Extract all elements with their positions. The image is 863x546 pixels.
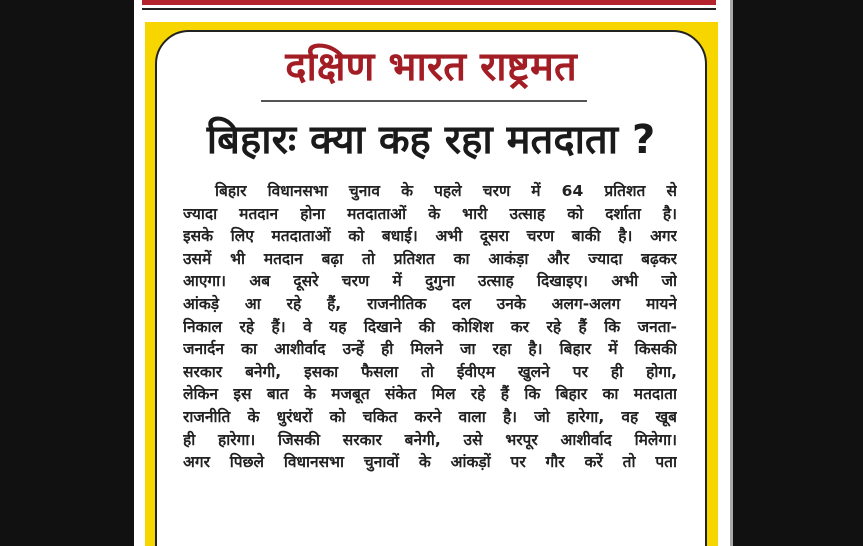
editorial-card <box>155 30 707 546</box>
article-line: लेकिन इस बात के मजबूत संकेत मिल रहे हैं कि बिहार का मतदाता <box>183 385 677 404</box>
masthead-underline <box>261 100 587 102</box>
article-line: राजनीति के धुरंधरों को चकित करने वाला है। जो हारेगा, वह खूब <box>183 407 677 426</box>
article-line: आएगा। अब दूसरे चरण में दुगुना उत्साह दिखाइए। अभी जो <box>183 272 677 291</box>
newspaper-page <box>134 0 733 546</box>
article-line: ज्यादा मतदान होना मतदाताओं के भारी उत्साह को दर्शाता है। <box>183 204 677 223</box>
article-headline: बिहारः क्या कह रहा मतदाता ? <box>206 117 656 163</box>
article-body <box>183 180 677 474</box>
article-line: बिहार विधानसभा चुनाव के पहले चरण में 64 प्रतिशत से <box>215 182 677 200</box>
article-line: इसके लिए मतदाताओं को बधाई। अभी दूसरा चरण बाकी है। अगर <box>183 227 677 246</box>
article-line: उसमें भी मतदान बढ़ा तो प्रतिशत का आकंड़ा और ज्यादा बढ़कर <box>183 249 677 268</box>
article-line: निकाल रहे हैं। वे यह दिखाने की कोशिश कर रहे हैं कि जनता- <box>183 317 677 336</box>
article-line: ही हारेगा। जिसकी सरकार बनेगी, उसे भरपूर आशीर्वाद मिलेगा। <box>183 430 677 449</box>
editorial-frame <box>145 22 718 546</box>
top-black-rule <box>142 8 716 10</box>
article-line: आंकड़े आ रहे हैं, राजनीतिक दल उनके अलग-अलग मायने <box>183 294 677 313</box>
article-line: सरकार बनेगी, इसका फैसला तो ईवीएम खुलने पर ही होगा, <box>183 362 677 381</box>
article-line: अगर पिछले विधानसभा चुनावों के आंकड़ों पर गौर करें तो पता <box>183 453 677 472</box>
masthead-title: दक्षिण भारत राष्ट्रमत <box>285 44 577 90</box>
top-red-rule <box>142 0 716 5</box>
article-line: जनार्दन का आशीर्वाद उन्हें ही मिलने जा रहा है। बिहार में किसकी <box>183 340 677 359</box>
